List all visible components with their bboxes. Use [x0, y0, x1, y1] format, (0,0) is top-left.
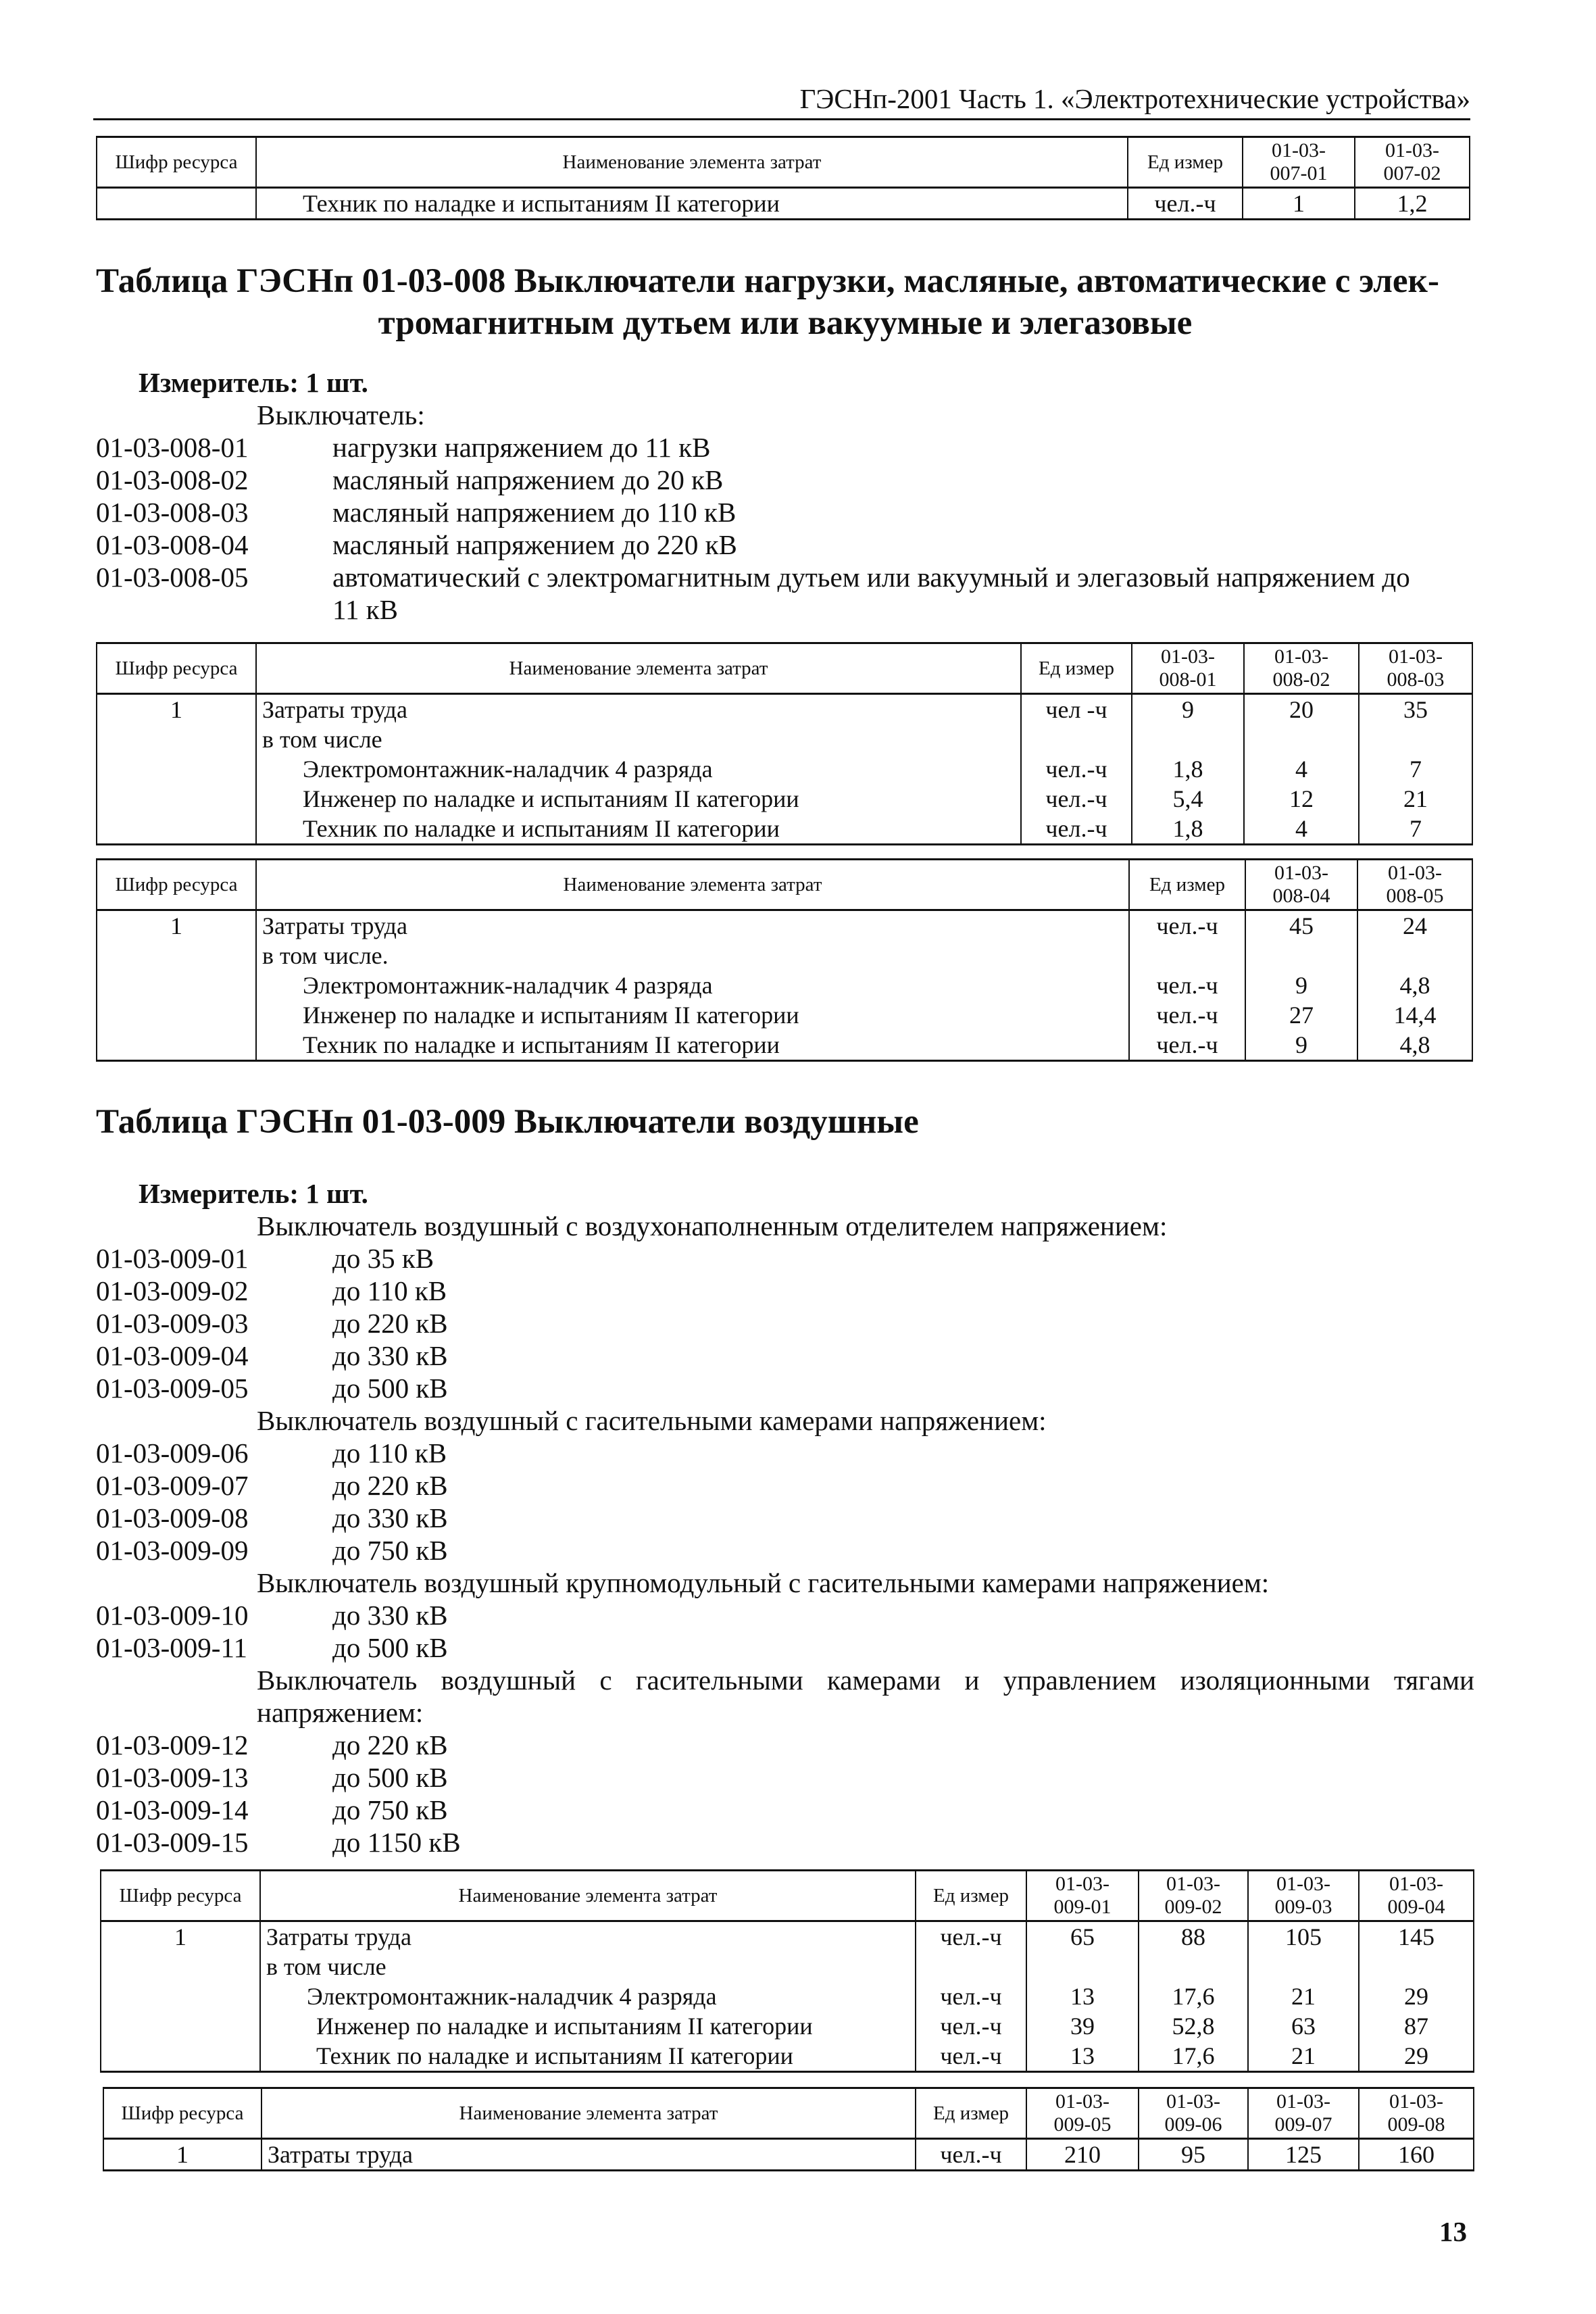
- section-title: Таблица ГЭСНп 01-03-008 Выключатели нагрузки, масляные, автоматические с элек-: [96, 262, 1439, 300]
- table-row: 1 Затраты труда чел.-ч 65 88 105 145: [101, 1921, 1474, 1952]
- list-item: 01-03-009-07 до 220 кВ: [96, 1470, 448, 1501]
- section-title-cont: тромагнитным дутьем или вакуумные и элегазовые: [378, 304, 1193, 342]
- table-row: Техник по наладке и испытаниям II категории чел.-ч 1,8 4 7: [97, 814, 1472, 845]
- list-item: 01-03-009-11 до 500 кВ: [96, 1632, 448, 1663]
- table-row: Электромонтажник-наладчик 4 разряда чел.-ч 1,8 4 7: [97, 754, 1472, 784]
- list-item: 01-03-009-06 до 110 кВ: [96, 1437, 447, 1469]
- table-row: 1 Затраты труда чел.-ч 210 95 125 160: [103, 2139, 1474, 2171]
- col-code: 01-03- 007-01: [1243, 137, 1355, 188]
- item-list: Выключатель: 01-03-008-01 нагрузки напряжением до 11 кВ 01-03-008-02 масляный напряжением до 20 кВ 01-03-008-03 масляный напряжением до 110 кВ 01-03-008-04 масляный напряжением до 220 кВ 01-03-008-05 автоматический с электромагнитным дутьем или вакуумный и элегазовый напряжением до 11 кВ: [96, 399, 1474, 626]
- table-row: Техник по наладке и испытаниям II категории чел.-ч 1 1,2: [97, 188, 1470, 220]
- col-resource: Шифр ресурса: [97, 137, 256, 188]
- list-item: 01-03-009-10 до 330 кВ: [96, 1600, 448, 1631]
- header-rule: [93, 118, 1470, 120]
- table-row: 1 Затраты труда чел -ч 9 20 35: [97, 694, 1472, 725]
- table-008-a: [96, 642, 1473, 845]
- list-item: 01-03-008-05 автоматический с электромагнитным дутьем или вакуумный и элегазовый напряжением до: [96, 562, 1410, 593]
- table-row: Электромонтажник-наладчик 4 разряда чел.-ч 9 4,8: [97, 970, 1472, 1000]
- table-008-b: [96, 858, 1473, 1062]
- list-item: 01-03-009-08 до 330 кВ: [96, 1502, 448, 1533]
- measure: Измеритель: 1 шт.: [139, 367, 368, 398]
- list-item: 01-03-009-04 до 330 кВ: [96, 1340, 448, 1371]
- list-item: 01-03-009-09 до 750 кВ: [96, 1535, 448, 1566]
- table-row: в том числе.: [97, 941, 1472, 970]
- table-row: Инженер по наладке и испытаниям II категории чел.-ч 5,4 12 21: [97, 784, 1472, 814]
- table-009-b: [103, 2087, 1474, 2171]
- table-header-row: Шифр ресурса Наименование элемента затрат Ед измер 01-03- 009-01 01-03- 009-02 01-03- 009-03 01-03- 009-04: [101, 1871, 1474, 1921]
- list-item: 01-03-008-02 масляный напряжением до 20 кВ: [96, 464, 724, 495]
- running-header: ГЭСНп-2001 Часть 1. «Электротехнические устройства»: [799, 83, 1470, 114]
- table-row: в том числе: [101, 1952, 1474, 1981]
- table-row: 1 Затраты труда чел.-ч 45 24: [97, 910, 1472, 941]
- list-item: 01-03-009-12 до 220 кВ: [96, 1729, 448, 1761]
- list-item: 01-03-009-05 до 500 кВ: [96, 1373, 448, 1404]
- table-row: Инженер по наладке и испытаниям II категории чел.-ч 27 14,4: [97, 1000, 1472, 1030]
- list-item: 01-03-008-01 нагрузки напряжением до 11 кВ: [96, 432, 711, 463]
- list-item: 01-03-009-03 до 220 кВ: [96, 1308, 448, 1339]
- page-number: 13: [1439, 2216, 1467, 2247]
- section-title: Таблица ГЭСНп 01-03-009 Выключатели воздушные: [96, 1103, 919, 1141]
- table-row: Электромонтажник-наладчик 4 разряда чел.-ч 13 17,6 21 29: [101, 1981, 1474, 2011]
- list-item: 01-03-009-01 до 35 кВ: [96, 1243, 434, 1274]
- item-list: Выключатель воздушный с воздухонаполненным отделителем напряжением: 01-03-009-01 до 35 кВ 01-03-009-02 до 110 кВ 01-03-009-03 до 220 кВ 01-03-009-04 до 330 кВ 01-03-009-05 до 500 кВ Выключатель воздушный с гасительными камерами напряжением: 01-03-009-06 до 110 кВ 01-03-009-07 до 220 кВ 01-03-009-08 до 330 кВ 01-03-009-09 до 750 кВ Выключатель воздушный крупномодульный с гасительными камерами напряжением: 01-03-009-10 до 330 кВ 01-03-009-11 до 500 кВ Выключатель воздушный с гасительными камерами и управлением изоляционными тягами напряжением: 01-03-009-12 до 220 кВ 01-03-009-13 до 500 кВ 01-03-009-14 до 750 кВ 01-03-009-15 до 1150 кВ: [96, 1210, 1474, 1858]
- table-header-row: Шифр ресурса Наименование элемента затрат Ед измер 01-03- 009-05 01-03- 009-06 01-03- 009-07 01-03- 009-08: [103, 2088, 1474, 2139]
- table-row: в том числе: [97, 724, 1472, 754]
- table-header-row: Шифр ресурса Наименование элемента затрат Ед измер 01-03- 008-04 01-03- 008-05: [97, 860, 1472, 910]
- table-row: Техник по наладке и испытаниям II категории чел.-ч 13 17,6 21 29: [101, 2041, 1474, 2072]
- table-row: Техник по наладке и испытаниям II категории чел.-ч 9 4,8: [97, 1030, 1472, 1061]
- table-row: Инженер по наладке и испытаниям II категории чел.-ч 39 52,8 63 87: [101, 2011, 1474, 2041]
- list-item: 01-03-009-15 до 1150 кВ: [96, 1827, 461, 1858]
- table-009-a: [100, 1869, 1474, 2073]
- col-code: 01-03- 007-02: [1355, 137, 1470, 188]
- col-name: Наименование элемента затрат: [256, 137, 1128, 188]
- table-007-continued: [96, 136, 1470, 220]
- table-header-row: [97, 137, 1470, 188]
- list-item: 01-03-008-03 масляный напряжением до 110 кВ: [96, 497, 737, 528]
- measure: Измеритель: 1 шт.: [139, 1178, 368, 1209]
- list-item: 01-03-008-04 масляный напряжением до 220 кВ: [96, 529, 737, 560]
- list-item: 01-03-009-14 до 750 кВ: [96, 1794, 448, 1825]
- table-header-row: Шифр ресурса Наименование элемента затрат Ед измер 01-03- 008-01 01-03- 008-02 01-03- 008-03: [97, 643, 1472, 694]
- list-item: 01-03-009-13 до 500 кВ: [96, 1762, 448, 1793]
- col-unit: Ед измер: [1128, 137, 1243, 188]
- list-item: 01-03-009-02 до 110 кВ: [96, 1275, 447, 1306]
